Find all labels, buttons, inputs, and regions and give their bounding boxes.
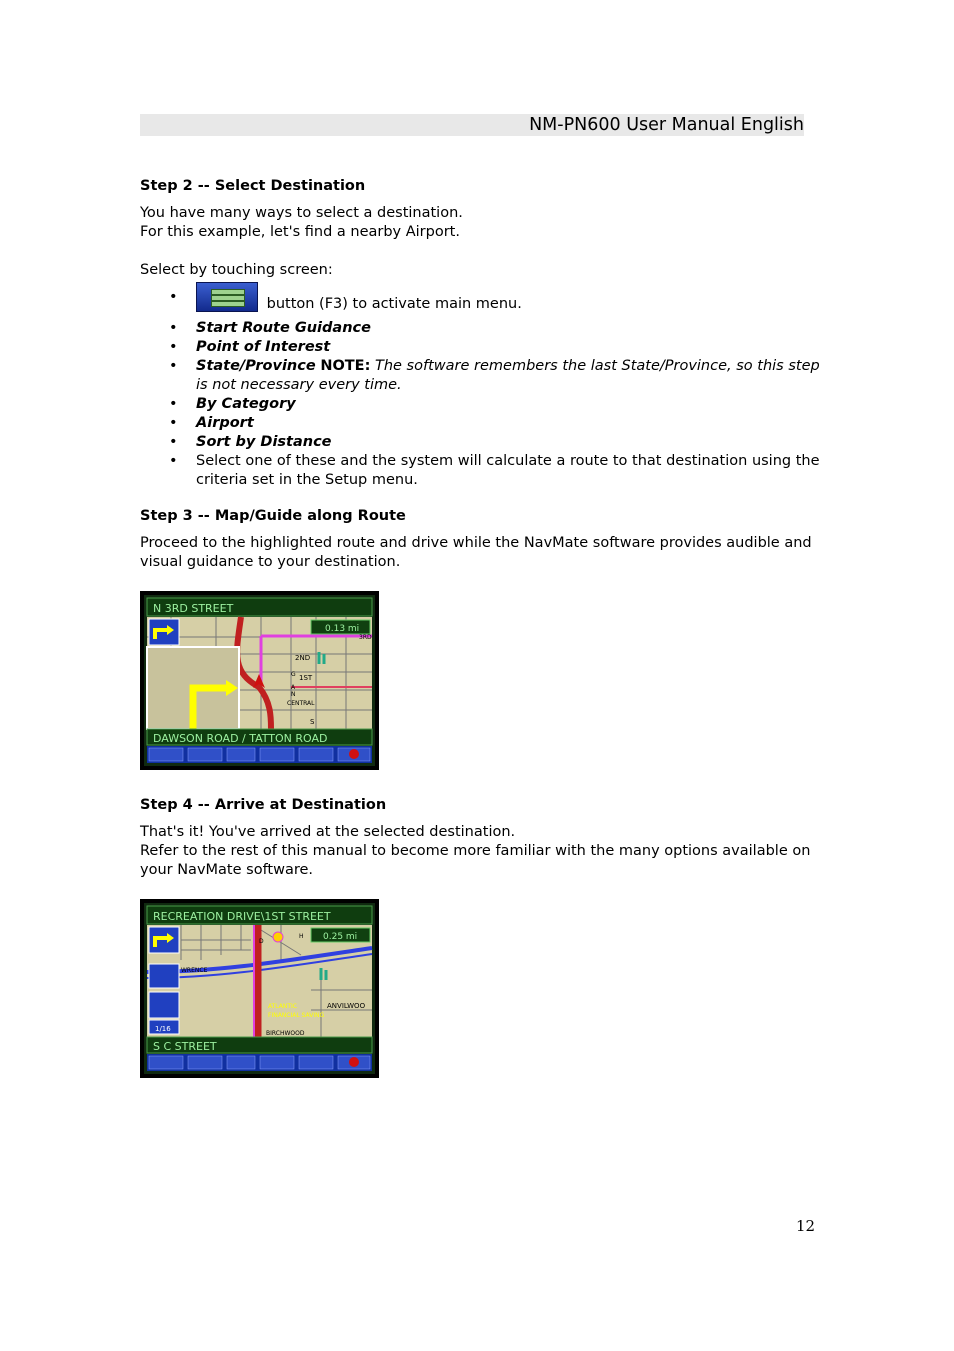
map-label: ANVILWOO	[327, 1002, 366, 1010]
note-label: NOTE:	[320, 358, 371, 374]
bullet-text: Start Route Guidance	[196, 320, 371, 336]
menu-button[interactable]	[227, 1056, 255, 1069]
bullet-text: Airport	[196, 415, 254, 431]
list-item	[140, 452, 820, 490]
map-scale: 1/16	[155, 1025, 171, 1033]
map-label: 3RD	[359, 634, 372, 641]
step4-text1: That's it! You've arrived at the selected destination.	[140, 824, 516, 840]
bullet-text: button (F3) to activate main menu.	[262, 296, 522, 312]
step2-section	[140, 177, 820, 490]
step2-intro1: You have many ways to select a destination.	[140, 205, 463, 221]
list-item	[140, 395, 820, 414]
destination-flag-icon	[149, 964, 179, 988]
compass-icon	[149, 992, 179, 1018]
map-label: 2ND	[295, 654, 311, 662]
poi-label: FINANCIAL SAVING	[268, 1012, 325, 1019]
list-item	[140, 433, 820, 452]
step4-section	[140, 796, 820, 880]
close-icon	[349, 749, 359, 759]
zoom-out-button[interactable]	[188, 1056, 222, 1069]
map-label: D	[259, 938, 264, 945]
bullet-text: By Category	[196, 396, 296, 412]
map-label: G	[291, 671, 296, 678]
map-view-button[interactable]	[260, 748, 294, 761]
menu-button-icon	[196, 282, 258, 312]
nav-screenshot-route	[140, 591, 379, 770]
street-name: N 3RD STREET	[153, 602, 234, 615]
step3-section	[140, 507, 820, 572]
bullet-text: Sort by Distance	[196, 434, 332, 450]
step4-heading: Step 4 -- Arrive at Destination	[140, 797, 387, 813]
bullet-text: Select one of these and the system will calculate a route to that destination using the criteria set in the Setup menu.	[196, 453, 820, 488]
select-label: Select by touching screen:	[140, 262, 333, 278]
bullet-text: State/Province	[196, 358, 316, 374]
bullet-text: Point of Interest	[196, 339, 331, 355]
step3-heading: Step 3 -- Map/Guide along Route	[140, 508, 406, 524]
close-icon	[349, 1057, 359, 1067]
map-label: S	[310, 718, 315, 726]
distance-readout: 0.25 mi	[323, 932, 358, 942]
list-item	[140, 338, 820, 357]
map-view-button[interactable]	[260, 1056, 294, 1069]
street-name: RECREATION DRIVE\1ST STREET	[153, 910, 331, 923]
bottom-street: S C STREET	[153, 1040, 217, 1053]
step2-intro2: For this example, let's find a nearby Airport.	[140, 224, 460, 240]
map-label: WRENCE	[181, 967, 208, 974]
map-label: CENTRAL	[287, 700, 315, 707]
map-label: 1ST	[299, 674, 313, 682]
step3-text: Proceed to the highlighted route and drive while the NavMate software provides audible and visual guidance to your destination.	[140, 535, 812, 570]
nav-screenshot-arrive	[140, 899, 379, 1078]
list-item	[140, 414, 820, 433]
note-text: The software remembers the last State/Province, so this step is not necessary every time.	[196, 358, 820, 393]
menu-button[interactable]	[227, 748, 255, 761]
page-header	[140, 114, 804, 136]
step4-text2: Refer to the rest of this manual to become more familiar with the many options available on your NavMate software.	[140, 843, 811, 878]
poi-label: ATLANTIC	[268, 1003, 298, 1010]
step2-bullets	[140, 282, 820, 490]
zoom-in-button[interactable]	[149, 1056, 183, 1069]
page-number: 12	[796, 1217, 816, 1235]
zoom-in-button[interactable]	[149, 748, 183, 761]
map-label: A	[291, 684, 296, 691]
volume-button[interactable]	[299, 748, 333, 761]
step2-heading: Step 2 -- Select Destination	[140, 178, 366, 194]
distance-readout: 0.13 mi	[325, 624, 360, 634]
zoom-out-button[interactable]	[188, 748, 222, 761]
list-item	[140, 357, 820, 395]
list-item	[140, 319, 820, 338]
map-label: BIRCHWOOD	[266, 1030, 305, 1037]
bottom-street: DAWSON ROAD / TATTON ROAD	[153, 732, 328, 745]
list-item	[140, 282, 820, 319]
map-label: H	[299, 933, 304, 940]
volume-button[interactable]	[299, 1056, 333, 1069]
map-label: N	[291, 691, 296, 698]
header-title: NM-PN600 User Manual English	[529, 115, 804, 135]
